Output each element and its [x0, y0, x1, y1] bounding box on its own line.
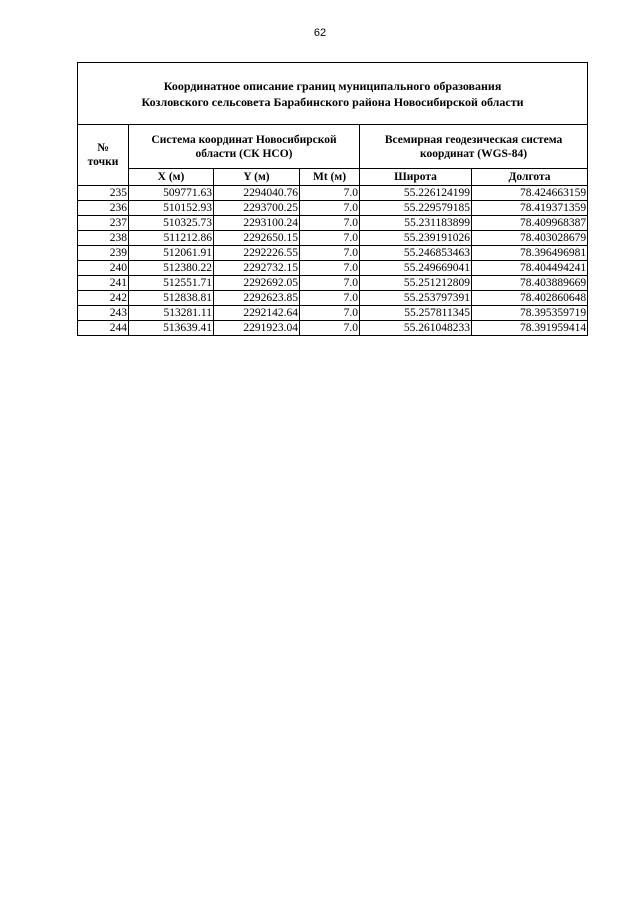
x-value: 512380.22 — [129, 261, 214, 276]
point-number: 244 — [78, 321, 129, 336]
latitude-value: 55.226124199 — [360, 186, 472, 201]
x-value: 513281.11 — [129, 306, 214, 321]
nso-system-header: Система координат Новосибирской области (СК НСО) — [129, 125, 360, 169]
point-number-header: № точки — [78, 125, 129, 186]
mt-value: 7.0 — [300, 216, 360, 231]
y-value: 2294040.76 — [214, 186, 300, 201]
x-value: 510152.93 — [129, 201, 214, 216]
mt-value: 7.0 — [300, 246, 360, 261]
longitude-value: 78.402860648 — [472, 291, 588, 306]
latitude-value: 55.257811345 — [360, 306, 472, 321]
x-value: 510325.73 — [129, 216, 214, 231]
mt-value: 7.0 — [300, 261, 360, 276]
longitude-value: 78.395359719 — [472, 306, 588, 321]
x-value: 511212.86 — [129, 231, 214, 246]
x-value: 513639.41 — [129, 321, 214, 336]
table-row — [78, 186, 588, 201]
latitude-header: Широта — [360, 169, 472, 186]
latitude-value: 55.239191026 — [360, 231, 472, 246]
latitude-value: 55.246853463 — [360, 246, 472, 261]
longitude-value: 78.424663159 — [472, 186, 588, 201]
latitude-value: 55.229579185 — [360, 201, 472, 216]
latitude-value: 55.261048233 — [360, 321, 472, 336]
mt-header: Mt (м) — [300, 169, 360, 186]
x-value: 509771.63 — [129, 186, 214, 201]
y-header: Y (м) — [214, 169, 300, 186]
table-row — [78, 246, 588, 261]
mt-value: 7.0 — [300, 306, 360, 321]
longitude-header: Долгота — [472, 169, 588, 186]
point-number: 239 — [78, 246, 129, 261]
longitude-value: 78.396496981 — [472, 246, 588, 261]
mt-value: 7.0 — [300, 291, 360, 306]
longitude-value: 78.404494241 — [472, 261, 588, 276]
mt-value: 7.0 — [300, 321, 360, 336]
y-value: 2292226.55 — [214, 246, 300, 261]
table-title-line2: Козловского сельсовета Барабинского района Новосибирской области — [141, 94, 524, 109]
latitude-value: 55.253797391 — [360, 291, 472, 306]
table-row — [78, 291, 588, 306]
table-row — [78, 201, 588, 216]
point-number: 243 — [78, 306, 129, 321]
point-number: 237 — [78, 216, 129, 231]
longitude-value: 78.419371359 — [472, 201, 588, 216]
table-row — [78, 231, 588, 246]
x-value: 512551.71 — [129, 276, 214, 291]
y-value: 2292692.05 — [214, 276, 300, 291]
point-number: 242 — [78, 291, 129, 306]
point-number: 238 — [78, 231, 129, 246]
table-body — [78, 186, 588, 336]
longitude-value: 78.409968387 — [472, 216, 588, 231]
mt-value: 7.0 — [300, 276, 360, 291]
table-title — [78, 63, 588, 125]
wgs84-system-header: Всемирная геодезическая система координат (WGS-84) — [360, 125, 588, 169]
longitude-value: 78.403889669 — [472, 276, 588, 291]
y-value: 2291923.04 — [214, 321, 300, 336]
mt-value: 7.0 — [300, 201, 360, 216]
y-value: 2293100.24 — [214, 216, 300, 231]
table-row — [78, 306, 588, 321]
point-number: 236 — [78, 201, 129, 216]
page-number: 62 — [313, 27, 327, 39]
point-number: 241 — [78, 276, 129, 291]
table-row — [78, 321, 588, 336]
point-number: 235 — [78, 186, 129, 201]
table-title-line1: Координатное описание границ муниципального образования — [163, 78, 502, 93]
table-row — [78, 216, 588, 231]
table-row — [78, 261, 588, 276]
x-value: 512838.81 — [129, 291, 214, 306]
y-value: 2293700.25 — [214, 201, 300, 216]
x-value: 512061.91 — [129, 246, 214, 261]
y-value: 2292732.15 — [214, 261, 300, 276]
y-value: 2292650.15 — [214, 231, 300, 246]
point-number: 240 — [78, 261, 129, 276]
y-value: 2292142.64 — [214, 306, 300, 321]
longitude-value: 78.391959414 — [472, 321, 588, 336]
mt-value: 7.0 — [300, 231, 360, 246]
latitude-value: 55.231183899 — [360, 216, 472, 231]
latitude-value: 55.251212809 — [360, 276, 472, 291]
mt-value: 7.0 — [300, 186, 360, 201]
latitude-value: 55.249669041 — [360, 261, 472, 276]
x-header: X (м) — [129, 169, 214, 186]
longitude-value: 78.403028679 — [472, 231, 588, 246]
coordinates-table — [77, 62, 588, 336]
table-row — [78, 276, 588, 291]
y-value: 2292623.85 — [214, 291, 300, 306]
